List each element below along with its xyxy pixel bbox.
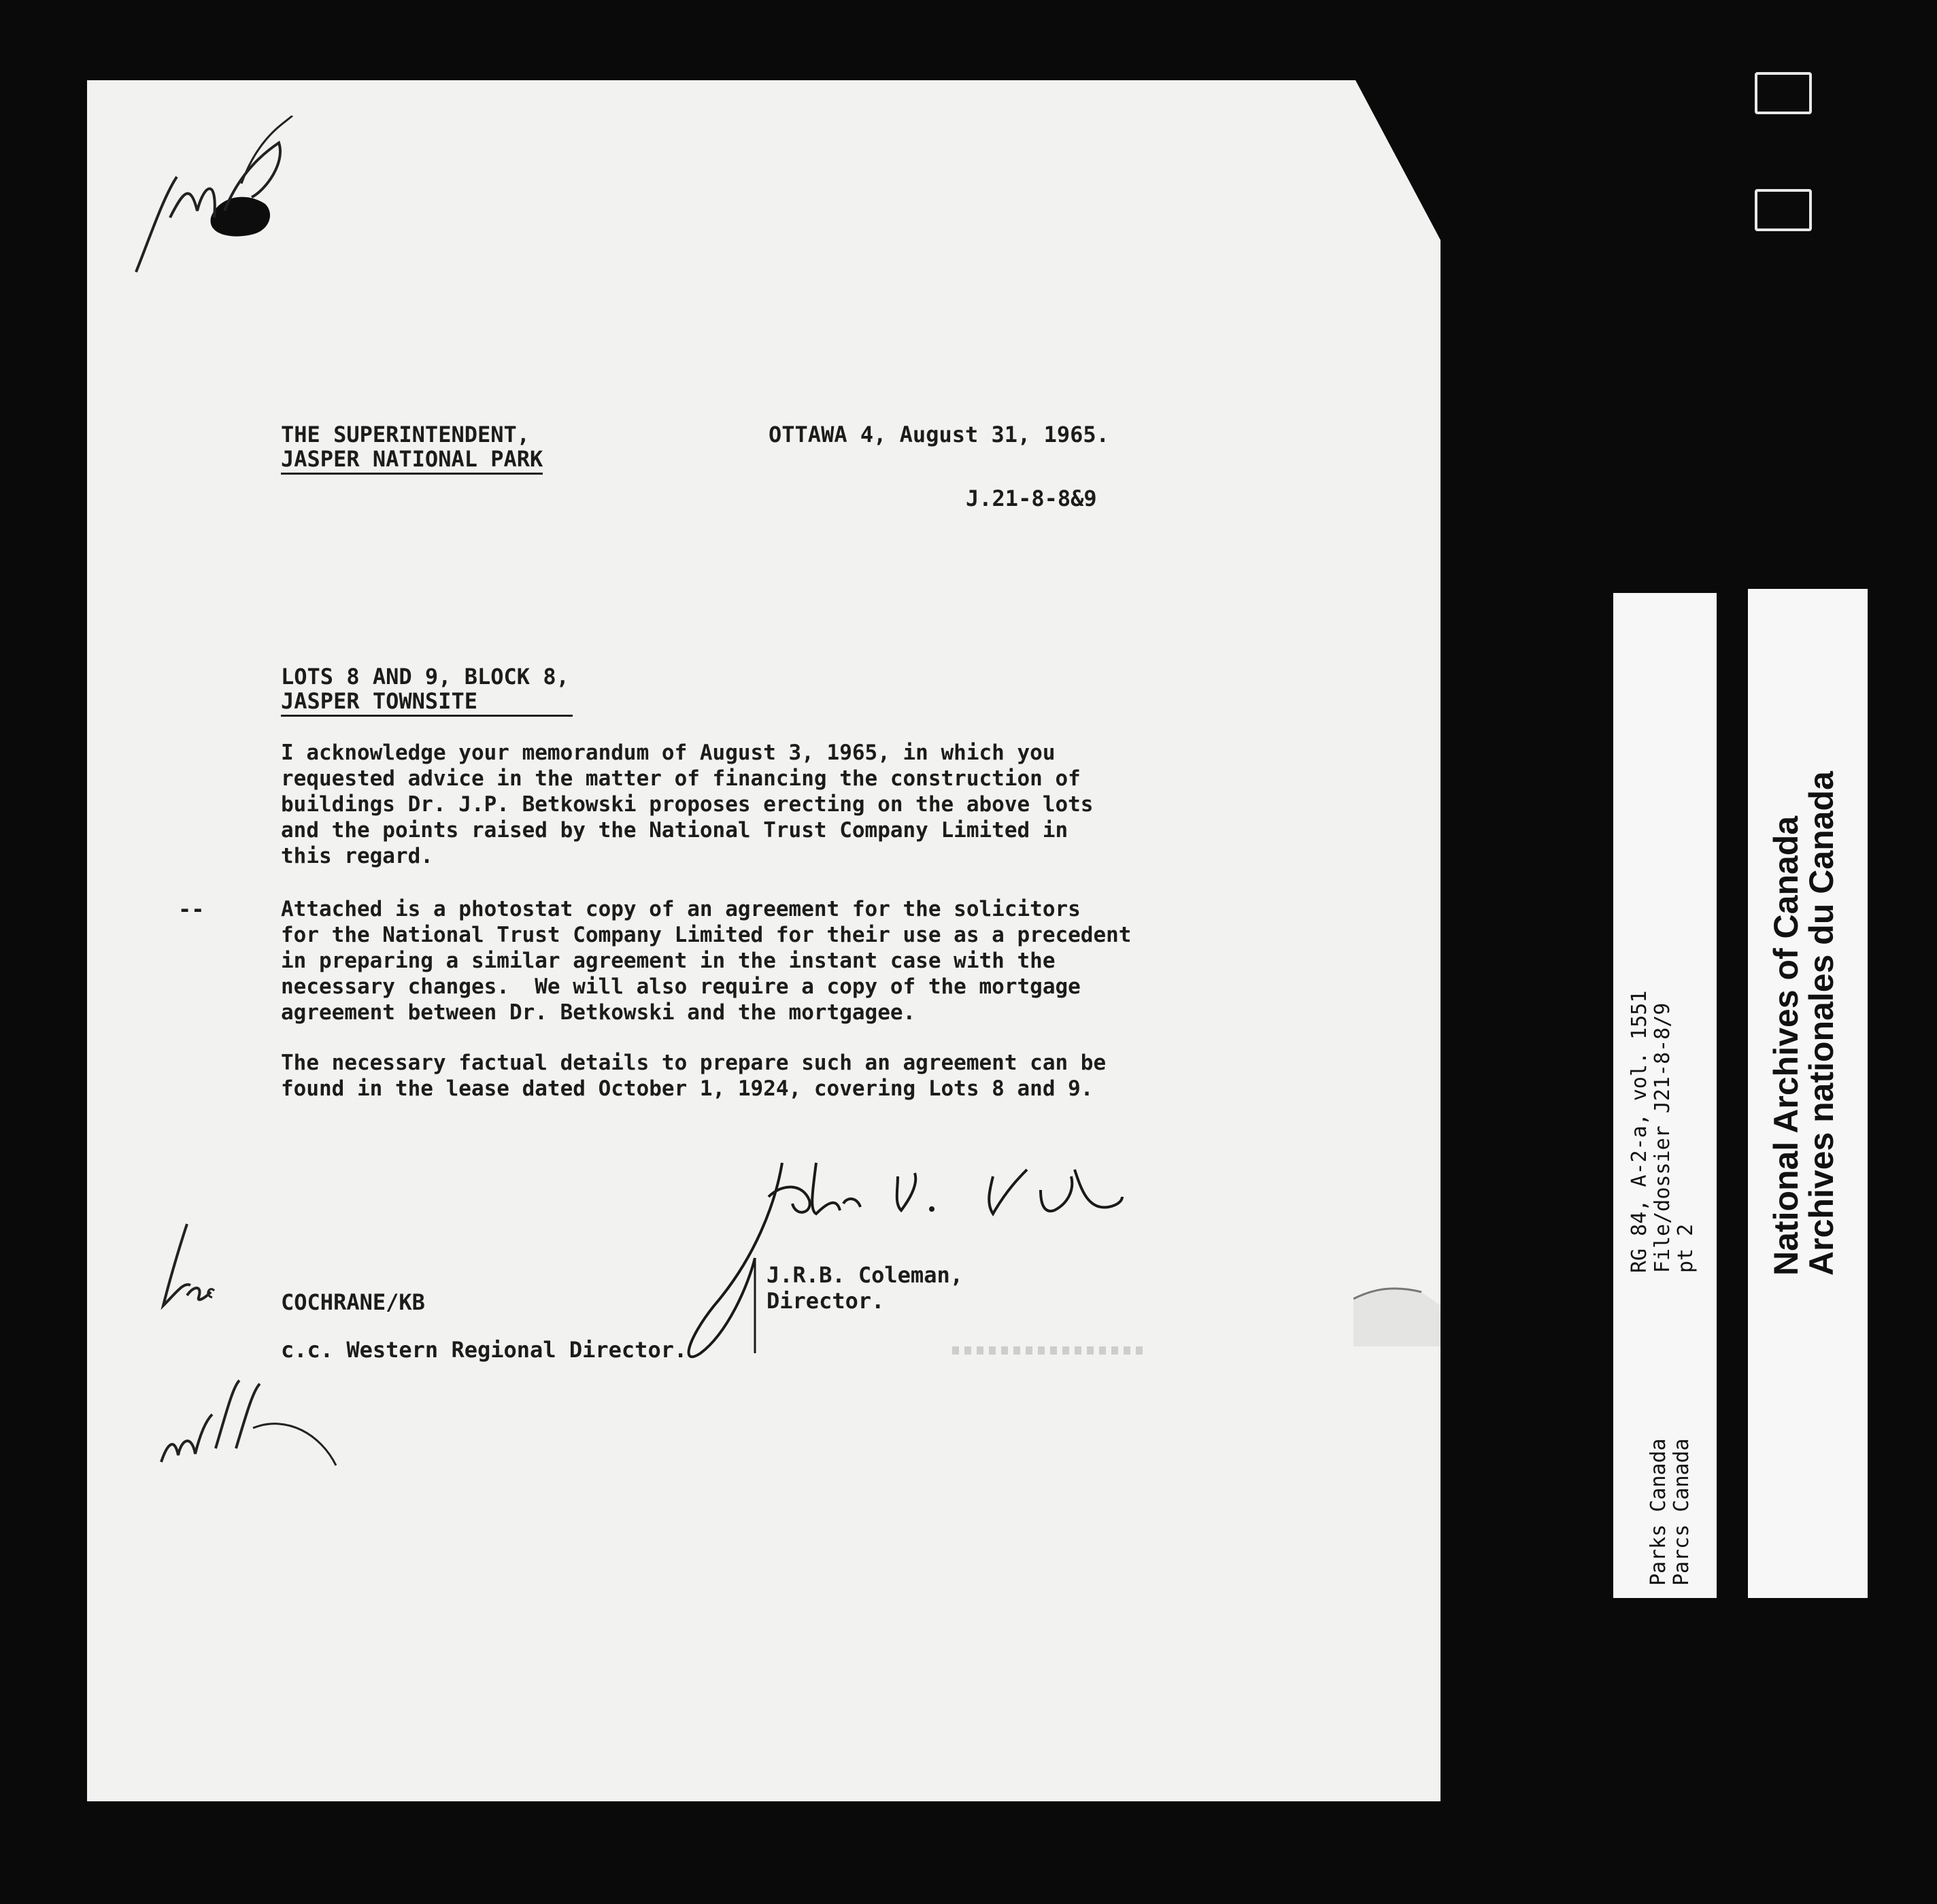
agency-fr: Parcs Canada (1670, 1438, 1694, 1586)
archives-name-fr: Archives nationales du Canada (1802, 771, 1840, 1276)
paragraph-1-line: this regard. (281, 844, 433, 868)
paragraph-3-line: found in the lease dated October 1, 1924, covering Lots 8 and 9. (281, 1076, 1094, 1101)
cc-line: c.c. Western Regional Director. (281, 1337, 688, 1363)
margin-dash: -- (178, 896, 205, 922)
archives-name-en: National Archives of Canada (1767, 815, 1805, 1276)
recipient-line2: JASPER NATIONAL PARK (281, 446, 543, 475)
faint-smudge (952, 1346, 1143, 1355)
signatory-name: J.R.B. Coleman, (767, 1262, 963, 1288)
paragraph-2-line: necessary changes. We will also require a copy of the mortgage (281, 974, 1081, 999)
paragraph-2-line: in preparing a similar agreement in the instant case with the (281, 949, 1056, 973)
archives-title-text (1768, 771, 1839, 1276)
archive-ref-line1: RG 84, A-2-a, vol. 1551 (1628, 990, 1651, 1273)
handwritten-initials-rec (150, 1217, 224, 1312)
paragraph-3 (281, 1050, 1106, 1102)
signatory-title: Director. (767, 1288, 885, 1314)
archive-reference-card (1613, 593, 1717, 1598)
paragraph-1-line: and the points raised by the National Trust Company Limited in (281, 818, 1068, 843)
place-date: OTTAWA 4, August 31, 1965. (769, 422, 1109, 447)
paragraph-2-line: agreement between Dr. Betkowski and the mortgagee. (281, 1000, 916, 1025)
handwritten-initials-mll (158, 1374, 341, 1476)
subject-line1: LOTS 8 AND 9, BLOCK 8, (281, 664, 569, 690)
film-frame-mark-bottom (1755, 189, 1812, 231)
paragraph-3-line: The necessary factual details to prepare such an agreement can be (281, 1051, 1107, 1075)
film-frame-mark-top (1755, 72, 1812, 114)
paragraph-1-line: buildings Dr. J.P. Betkowski proposes erecting on the above lots (281, 792, 1094, 817)
handwritten-initials-annotation (122, 116, 299, 286)
file-reference: J.21-8-8&9 (966, 486, 1097, 511)
archive-ref-line3: pt 2 (1674, 1223, 1698, 1273)
recipient-line1: THE SUPERINTENDENT, (281, 422, 530, 447)
national-archives-card (1748, 589, 1868, 1598)
paragraph-2-line: for the National Trust Company Limited for their use as a precedent (281, 923, 1132, 947)
paragraph-1-line: requested advice in the matter of financing the construction of (281, 766, 1081, 791)
archive-reference-text (1628, 991, 1698, 1273)
archive-ref-line2: File/dossier J21-8-8/9 (1651, 1002, 1674, 1273)
paragraph-1 (281, 740, 1093, 869)
typist-reference: COCHRANE/KB (281, 1289, 425, 1315)
paragraph-2-line: Attached is a photostat copy of an agreement for the solicitors (281, 897, 1081, 921)
paragraph-1-line: I acknowledge your memorandum of August 3, 1965, in which you (281, 741, 1056, 765)
page-tear-mark (1353, 1285, 1449, 1346)
agency-text (1647, 1438, 1694, 1586)
agency-en: Parks Canada (1647, 1438, 1670, 1586)
subject-line2: JASPER TOWNSITE (281, 688, 573, 717)
paragraph-2 (281, 896, 1131, 1025)
handwritten-signature (673, 1149, 1136, 1367)
